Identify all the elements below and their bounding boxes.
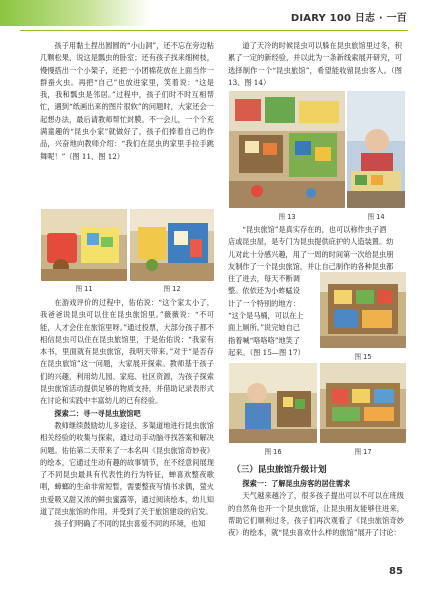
header-accent-band bbox=[0, 0, 150, 26]
left-column bbox=[40, 40, 214, 163]
photo-figure-11 bbox=[41, 209, 127, 281]
right-column bbox=[228, 40, 402, 89]
figure-caption: 图 15 bbox=[354, 353, 372, 361]
text-line: 儿对此十分感兴趣，用了一周的时间第一次给昆虫朋 bbox=[228, 249, 394, 259]
sub-heading: 探索二：寻一寻昆虫旅馆吧 bbox=[54, 408, 141, 418]
figure-caption: 图 17 bbox=[354, 448, 372, 456]
paragraph: 教师继续鼓励幼儿多途径、多渠道地进行昆虫旅馆相关经验的收集与探索，通过动手动脑寻找答案和解决问题。佑佑第二天带来了一本名叫《昆虫旅馆奇妙夜》的绘本，它通过生动有趣的故事情节，在不经意间展现了不同昆虫最具有代表性的行为特征，蝉喜欢整夜歌唱，蟑螂的生命非常短暂，需要整夜写情书求偶，萤火虫爱吸又甜又浓的鲜虫蜜露等，通过阅读绘本，幼儿知道了昆虫旅馆的作用，并受到了关于旅馆建设的启发。 bbox=[40, 420, 214, 517]
section-heading: （三）昆虫旅馆升级计划 bbox=[232, 465, 327, 475]
paragraph: 孩子们明确了不同的昆虫喜爱不同的环境，也知 bbox=[54, 519, 206, 529]
photo-figure-13 bbox=[229, 91, 345, 208]
text-line: 店或昆虫屋，是专门为昆虫提供庇护的人造装置。幼 bbox=[228, 237, 394, 247]
photo-figure-14 bbox=[347, 91, 405, 208]
text-line: 友制作了一个昆虫旅馆，并让自己制作的各种昆虫都 bbox=[228, 261, 394, 271]
figure-caption: 图 16 bbox=[264, 448, 282, 456]
figure-caption: 图 11 bbox=[75, 285, 93, 293]
figure-caption: 图 13 bbox=[278, 213, 296, 221]
text-line: 计了一个特别的地方： bbox=[228, 298, 300, 308]
text-line: 住了进去，每天不断调 bbox=[228, 274, 300, 284]
photo-figure-12 bbox=[130, 209, 214, 281]
paragraph: 天气越来越冷了，很多孩子提出可以不可以在班级的自然角也开一个昆虫旅馆，让昆虫朋友能够住进来，帮助它们顺利过冬，孩子们再次观看了《昆虫旅馆奇妙夜》的绘本，就“昆虫喜欢什么样的旅馆”展开了讨论： bbox=[228, 491, 404, 538]
text-line: 指着喊“咯咯咯”地笑了 bbox=[228, 335, 301, 345]
paragraph: 孩子用黏土捏出圆圆的“小山洞”，还不忘在旁边粘几颗松果，说这是瓢虫的卧室；还有孩子找来细树枝，慢慢搭出一个小架子，还把一小团棉花放在上面当作一群蚕火虫。再把“自己”也放进家里，笑着说：“这是我，我和瓢虫是邻居。”过程中，孩子们时不时互相帮忙，遇到“纸画出来的图片很软”的问题时，大家还会一起想办法，最后请教师帮忙封膜。不一会儿，一个个充满童趣的“昆虫小家”就做好了，孩子们捧着自己的作品，兴奋地向教师介绍：“我们在昆虫的家里手拉手跳舞呢！”（图 11、图 12） bbox=[40, 41, 214, 161]
text-line: 整。依依还为小蚱蜢设 bbox=[228, 286, 300, 296]
text-line: 起来。（图 15—图 17） bbox=[228, 347, 305, 357]
header-divider bbox=[20, 30, 408, 31]
photo-figure-16 bbox=[229, 363, 317, 443]
sub-heading: 探索一：了解昆虫房客的居住需求 bbox=[242, 479, 351, 488]
figure-caption: 图 14 bbox=[367, 213, 385, 221]
left-column-continued bbox=[40, 297, 214, 531]
photo-figure-15 bbox=[320, 272, 406, 348]
text-line: “昆虫旅馆”是真实存在的，也可以称作虫子酒 bbox=[242, 225, 387, 234]
magazine-header-title: DIARY 100 日志 · 一百 bbox=[290, 13, 407, 24]
figure-caption: 图 12 bbox=[163, 285, 181, 293]
page-number: 85 bbox=[389, 566, 403, 577]
photo-figure-17 bbox=[320, 363, 406, 443]
text-line: “这个是马桶，可以在上 bbox=[228, 311, 304, 321]
paragraph: 道了天冷的时候昆虫可以躲在昆虫旅馆里过冬，积累了一定的新经验，并以此为一条新线索展开研究，可选择制作一个“昆虫旅馆”，希望能收留昆虫客人。（图 13、图 14） bbox=[228, 41, 402, 87]
right-column-bottom bbox=[228, 478, 404, 539]
paragraph: 在游戏评价的过程中，佑佑说：“这个家太小了，我爸爸说昆虫可以住在昆虫旅馆里。”薇薇说：“不可能，人才会住在旅馆里呀。”通过投票，大部分孩子都不相信昆虫可以住在昆虫旅馆里，于是佑佑说：“我家有本书，里面就有昆虫旅馆，我明天带来。”对于“是否存在昆虫旅馆”这一问题，大家展开探索。教师基于孩子们的兴趣，利用幼儿园、家庭、社区资源，为孩子探索昆虫旅馆活动提供足够的物质支持，并借助记录表形式在讨论和实践中丰富幼儿的已有经验。 bbox=[40, 298, 214, 406]
text-line: 面上厕所。”说完她自己 bbox=[228, 323, 300, 333]
